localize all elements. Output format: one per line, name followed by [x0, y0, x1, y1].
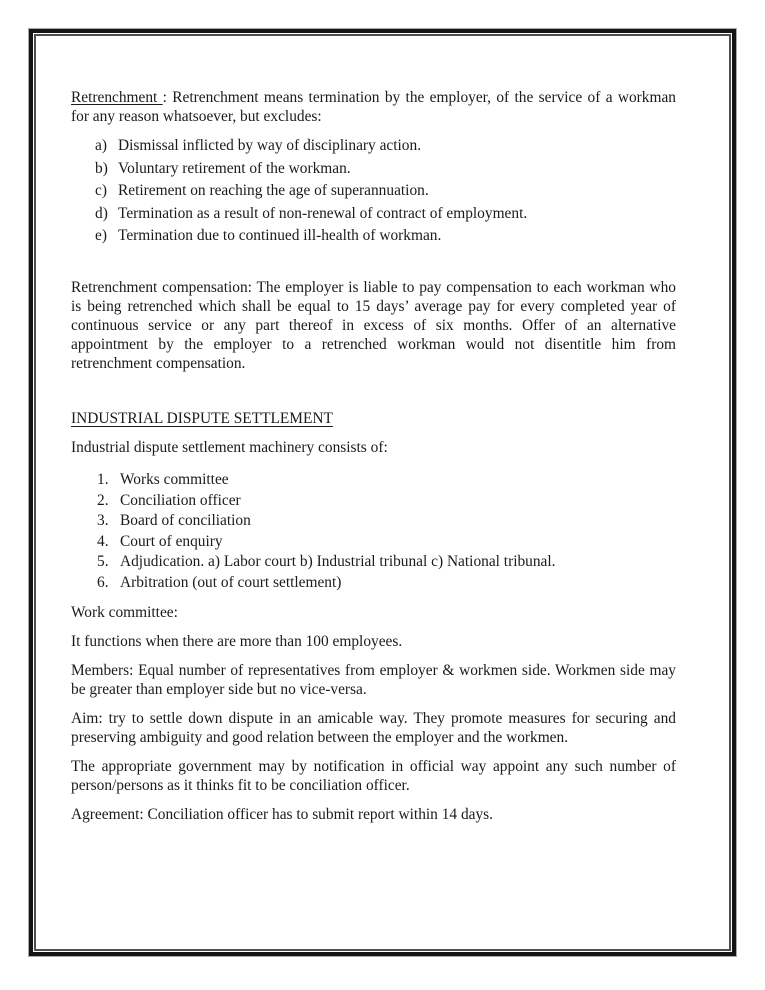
list-item-marker: c) — [95, 182, 107, 199]
paragraph-machinery-intro: Industrial dispute settlement machinery consists of: — [71, 439, 388, 456]
list-item-text: Works committee — [120, 471, 229, 488]
list-item — [97, 511, 676, 530]
list-item-marker: d) — [95, 204, 108, 222]
list-item-text: Termination as a result of non-renewal of contract of employment. — [118, 204, 528, 222]
list-item-marker: 4. — [97, 532, 109, 550]
list-item-marker: 2. — [97, 491, 109, 509]
list-item-marker: e) — [95, 227, 107, 244]
paragraph-work-committee: Work committee: — [71, 603, 178, 621]
paragraph-members: Members: Equal number of representatives from employer & workmen side. Workmen side may be greater than employer side but no vice-versa. — [71, 661, 676, 698]
list-item — [97, 491, 676, 510]
list-item-text: Voluntary retirement of the workman. — [118, 159, 351, 177]
list-item-text: Retirement on reaching the age of superannuation. — [118, 182, 429, 199]
list-item-text: Board of conciliation — [120, 512, 251, 529]
list-item-marker: b) — [95, 159, 108, 177]
list-item-text: Termination due to continued ill-health of workman. — [118, 227, 442, 244]
list-item — [95, 136, 676, 155]
list-item — [95, 204, 676, 223]
paragraph-retrenchment-compensation: Retrenchment compensation: The employer is liable to pay compensation to each workman who is being retrenched which shall be equal to 15 days’ average pay for every completed year of continuous service or any part thereof in excess of six months. Offer of an alternative appointment by the employer to a retrenched workman would not disentitle him from retrenchment compensation. — [71, 279, 676, 372]
list-item-text: Adjudication. a) Labor court b) Industrial tribunal c) National tribunal. — [120, 553, 556, 570]
list-item-marker: 3. — [97, 512, 109, 529]
document-page — [36, 36, 729, 954]
list-item — [95, 226, 676, 245]
list-item-text: Court of enquiry — [120, 532, 223, 550]
list-item — [97, 532, 676, 551]
list-item-marker: 6. — [97, 573, 109, 591]
list-item-text: Conciliation officer — [120, 491, 241, 509]
machinery-list — [71, 470, 676, 592]
list-item-marker: 1. — [97, 471, 109, 488]
paragraph-retrenchment-definition — [71, 88, 676, 126]
paragraph-agreement: Agreement: Conciliation officer has to submit report within 14 days. — [71, 805, 494, 823]
list-item — [95, 181, 676, 200]
excludes-list — [71, 136, 676, 245]
list-item — [97, 470, 676, 489]
paragraph-aim: Aim: try to settle down dispute in an amicable way. They promote measures for securing and preserving ambiguity and good relation between the employer and the workmen. — [71, 709, 676, 746]
list-item-text: Dismissal inflicted by way of disciplinary action. — [118, 137, 422, 154]
list-item — [97, 552, 676, 571]
retrenchment-definition-text: : Retrenchment means termination by the employer, of the service of a workman for any reason whatsoever, but excludes: — [71, 89, 676, 125]
paragraph-government: The appropriate government may by notification in official way appoint any such number of person/persons as it thinks fit to be conciliation officer. — [71, 757, 676, 794]
retrenchment-term: Retrenchment — [71, 89, 163, 106]
list-item-marker: 5. — [97, 553, 109, 570]
list-item — [97, 573, 676, 592]
heading-industrial-dispute-settlement: INDUSTRIAL DISPUTE SETTLEMENT — [71, 410, 333, 427]
paragraph-functions: It functions when there are more than 100 employees. — [71, 632, 403, 650]
list-item-text: Arbitration (out of court settlement) — [120, 573, 342, 591]
list-item — [95, 159, 676, 178]
list-item-marker: a) — [95, 137, 107, 154]
